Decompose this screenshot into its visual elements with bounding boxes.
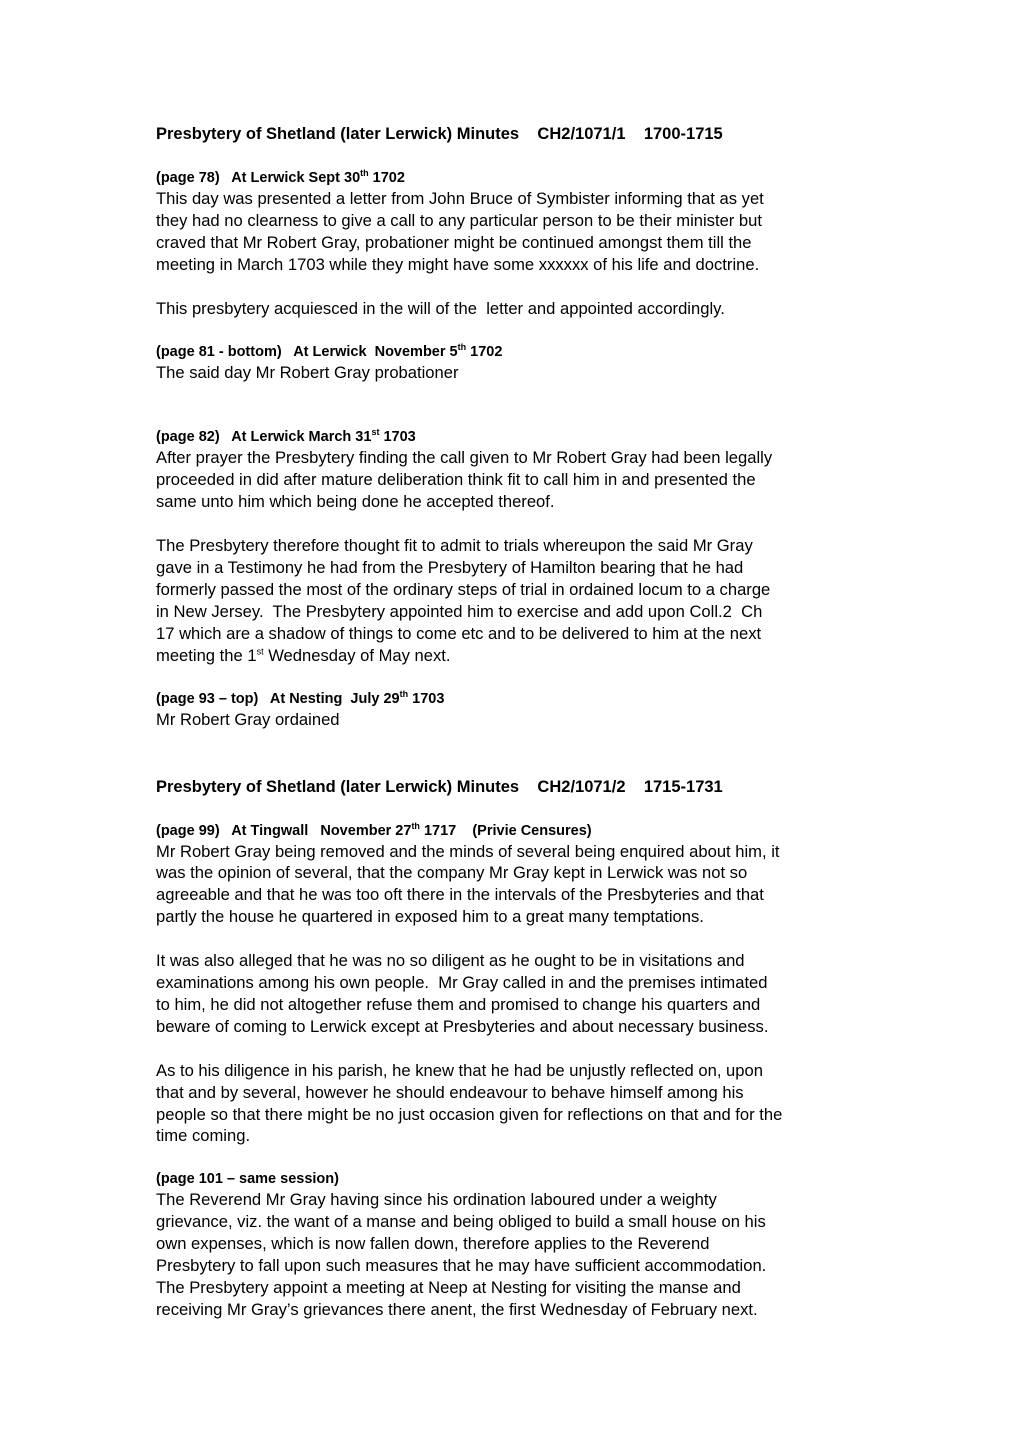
- text-line: It was also alleged that he was no so diligent as he ought to be in visitations and: [156, 951, 745, 971]
- text-line: proceeded in did after mature deliberation think fit to call him in and presented the: [156, 470, 756, 490]
- section-heading-1: Presbytery of Shetland (later Lerwick) Minutes CH2/1071/1 1700-1715: [156, 125, 723, 143]
- paragraph: [156, 188, 872, 276]
- paragraph: [156, 950, 872, 1038]
- entry-heading-page-101: (page 101 – same session): [156, 1171, 339, 1188]
- text-line: in New Jersey. The Presbytery appointed him to exercise and add upon Coll.2 Ch: [156, 601, 763, 621]
- text-line: they had no clearness to give a call to any particular person to be their minister but: [156, 210, 763, 230]
- text-line: time coming.: [156, 1126, 251, 1146]
- text-line: formerly passed the most of the ordinary steps of trial in ordained locum to a charge: [156, 579, 771, 599]
- text-line: gave in a Testimony he had from the Presbytery of Hamilton bearing that he had: [156, 558, 744, 578]
- text-line: As to his diligence in his parish, he knew that he had be unjustly reflected on, upon: [156, 1060, 763, 1080]
- text-line: that and by several, however he should endeavour to behave himself among his: [156, 1082, 744, 1102]
- text-line: meeting the 1st Wednesday of May next.: [156, 645, 451, 665]
- text-line: craved that Mr Robert Gray, probationer might be continued amongst them till the: [156, 232, 752, 252]
- paragraph: [156, 298, 872, 320]
- text-line: The Presbytery therefore thought fit to admit to trials whereupon the said Mr Gray: [156, 536, 753, 556]
- text-line: Presbytery to fall upon such measures that he may have sufficient accommodation.: [156, 1256, 767, 1276]
- text-line: to him, he did not altogether refuse them and promised to change his quarters and: [156, 994, 761, 1014]
- text-line: people so that there might be no just occasion given for reflections on that and for the: [156, 1104, 783, 1124]
- text-line: This presbytery acquiesced in the will of the letter and appointed accordingly.: [156, 298, 725, 318]
- text-line: After prayer the Presbytery finding the call given to Mr Robert Gray had been legally: [156, 448, 773, 468]
- entry-heading-page-78: (page 78) At Lerwick Sept 30th 1702: [156, 168, 405, 186]
- text-line: partly the house he quartered in exposed him to a great many temptations.: [156, 907, 704, 927]
- paragraph: [156, 841, 872, 929]
- text-line: own expenses, which is now fallen down, therefore applies to the Reverend: [156, 1234, 710, 1254]
- paragraph: [156, 709, 872, 731]
- text-line: receiving Mr Gray’s grievances there anent, the first Wednesday of February next.: [156, 1299, 758, 1319]
- text-line: Mr Robert Gray ordained: [156, 709, 340, 729]
- text-line: was the opinion of several, that the company Mr Gray kept in Lerwick was not so: [156, 863, 748, 883]
- paragraph: [156, 1060, 872, 1148]
- text-line: same unto him which being done he accepted thereof.: [156, 492, 555, 512]
- paragraph: [156, 362, 872, 384]
- text-line: The Reverend Mr Gray having since his ordination laboured under a weighty: [156, 1190, 717, 1210]
- section-heading-2: Presbytery of Shetland (later Lerwick) Minutes CH2/1071/2 1715-1731: [156, 777, 723, 796]
- text-line: meeting in March 1703 while they might have some xxxxxx of his life and doctrine.: [156, 254, 760, 274]
- document-page: [156, 122, 872, 1321]
- text-line: beware of coming to Lerwick except at Presbyteries and about necessary business.: [156, 1016, 769, 1036]
- entry-heading-page-82: (page 82) At Lerwick March 31st 1703: [156, 427, 416, 446]
- text-line: agreeable and that he was too oft there in the intervals of the Presbyteries and that: [156, 885, 764, 905]
- text-line: The said day Mr Robert Gray probationer: [156, 362, 459, 382]
- entry-heading-page-81: (page 81 - bottom) At Lerwick November 5th 1702: [156, 341, 503, 360]
- text-line: examinations among his own people. Mr Gray called in and the premises intimated: [156, 973, 768, 993]
- paragraph: [156, 447, 872, 513]
- paragraph: [156, 1189, 872, 1320]
- paragraph: [156, 535, 872, 666]
- text-line: The Presbytery appoint a meeting at Neep at Nesting for visiting the manse and: [156, 1278, 741, 1297]
- entry-heading-page-99: (page 99) At Tingwall November 27th 1717 (Privie Censures): [156, 820, 592, 839]
- text-line: 17 which are a shadow of things to come etc and to be delivered to him at the next: [156, 623, 762, 643]
- text-line: grievance, viz. the want of a manse and being obliged to build a small house on his: [156, 1212, 766, 1232]
- text-line: This day was presented a letter from John Bruce of Symbister informing that as yet: [156, 189, 764, 208]
- entry-heading-page-93: (page 93 – top) At Nesting July 29th 1703: [156, 688, 445, 707]
- text-line: Mr Robert Gray being removed and the minds of several being enquired about him, it: [156, 841, 780, 861]
